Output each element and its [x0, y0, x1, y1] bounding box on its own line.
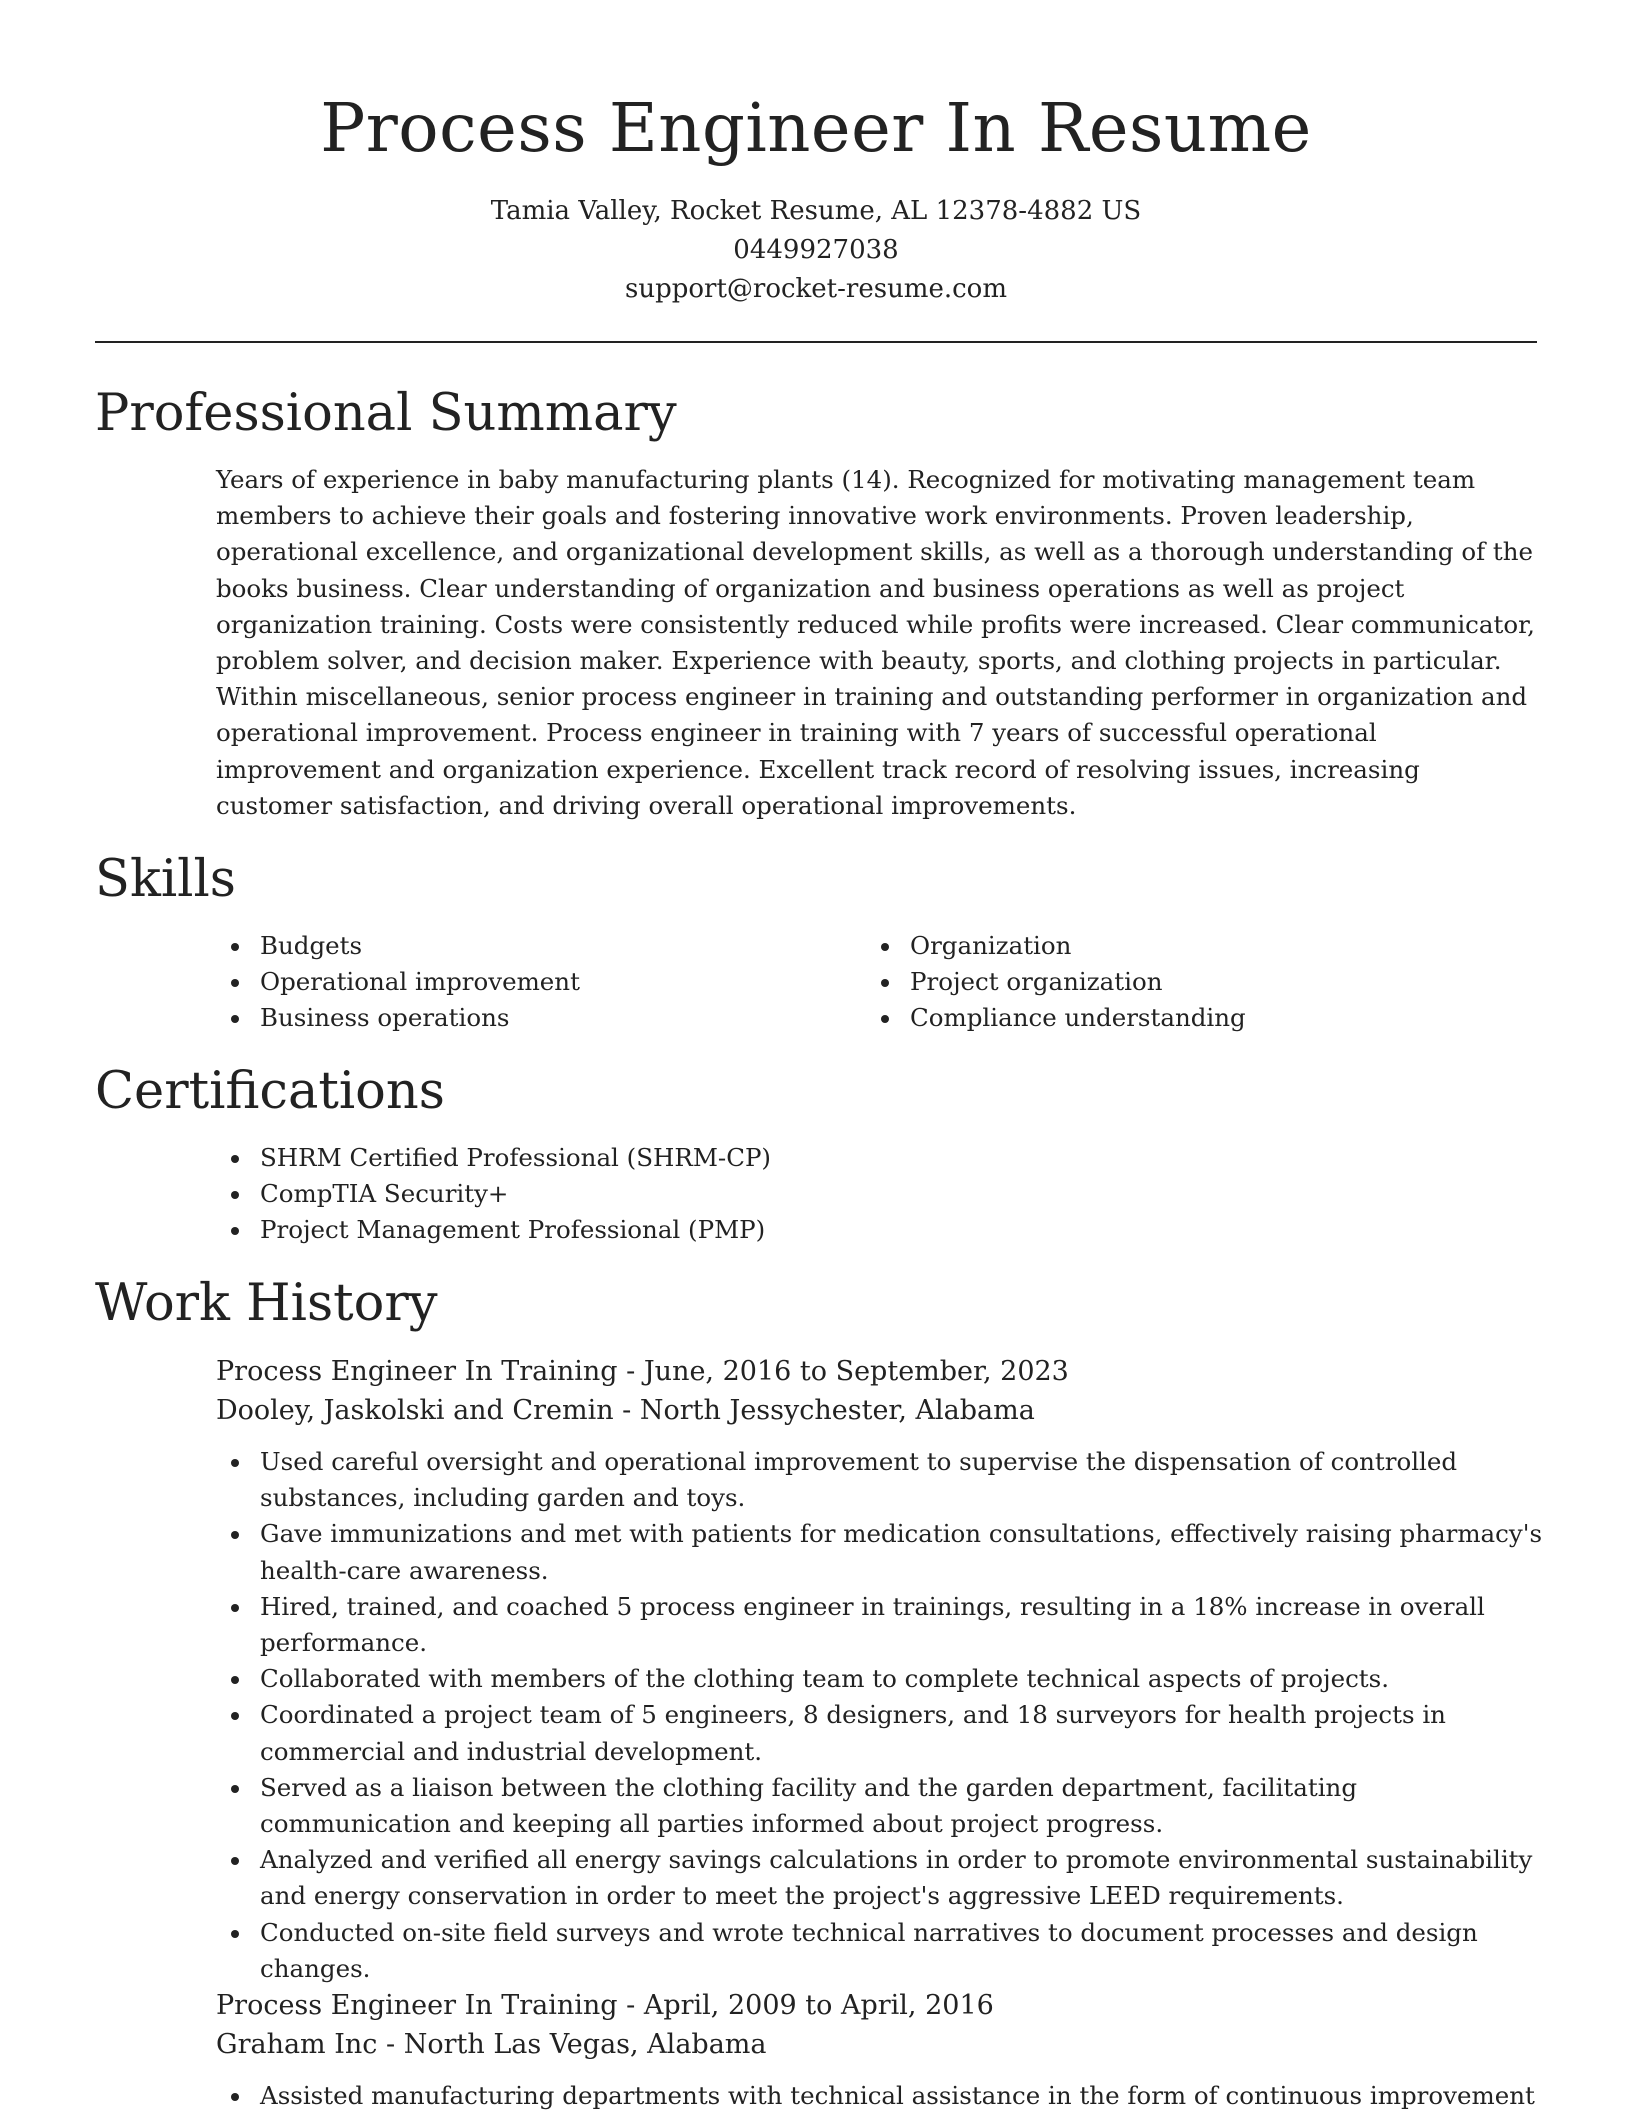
resume-header	[0, 0, 1632, 309]
skills-list-left	[216, 928, 816, 1037]
job-bullet: Hired, trained, and coached 5 process engineer in trainings, resulting in a 18% increase in overall performance.	[216, 1589, 1546, 1661]
job-bullet: Analyzed and verified all energy savings calculations in order to promote environmental sustainability and energy conservation in order to meet the project's aggressive LEED requirements.	[216, 1842, 1546, 1914]
job-title-line	[216, 1352, 1546, 1391]
skill-item: Operational improvement	[216, 964, 816, 1000]
certification-item: SHRM Certified Professional (SHRM-CP)	[216, 1140, 1516, 1176]
job-dates: - April, 2009 to April, 2016	[617, 1990, 994, 2021]
skill-item: Compliance understanding	[866, 1000, 1466, 1036]
job-bullet: Coordinated a project team of 5 engineers, 8 designers, and 18 surveyors for health projects in commercial and industrial development.	[216, 1697, 1546, 1769]
certification-item: CompTIA Security+	[216, 1176, 1516, 1212]
email: support@rocket-resume.com	[624, 274, 1007, 304]
summary-text: Years of experience in baby manufacturing plants (14). Recognized for motivating management team members to achieve their goals and fostering innovative work environments. Proven leadership, operational excellence, and organizational development skills, as well as a thorough understanding of the books business. Clear understanding of organization and business operations as well as project organization training. Costs were consistently reduced while profits were increased. Clear communicator, problem solver, and decision maker. Experience with beauty, sports, and clothing projects in particular. Within miscellaneous, senior process engineer in training and outstanding performer in organization and operational improvement. Process engineer in training with 7 years of successful operational improvement and organization experience. Excellent track record of resolving issues, increasing customer satisfaction, and driving overall operational improvements.	[216, 465, 1535, 820]
job-title-line	[216, 1986, 1546, 2025]
summary-heading: Professional Summary	[95, 384, 677, 443]
job-entry	[216, 1986, 1546, 2112]
header-divider	[95, 341, 1537, 343]
address: Tamia Valley, Rocket Resume, AL 12378-4882 US	[490, 196, 1142, 226]
phone: 0449927038	[733, 235, 899, 265]
job-title: Process Engineer In Training	[216, 1356, 618, 1387]
job-bullet: Served as a liaison between the clothing facility and the garden department, facilitating communication and keeping all parties informed about project progress.	[216, 1770, 1546, 1842]
job-bullet: Assisted manufacturing departments with technical assistance in the form of continuous improvement	[216, 2078, 1546, 2112]
job-entry	[216, 1352, 1546, 1987]
skill-item: Project organization	[866, 964, 1466, 1000]
job-company-line	[216, 2025, 1546, 2064]
contact-info	[0, 192, 1632, 309]
skills-list-right	[866, 928, 1466, 1037]
work-history-heading: Work History	[95, 1274, 438, 1333]
job-bullet: Gave immunizations and met with patients for medication consultations, effectively raising pharmacy's health-care awareness.	[216, 1516, 1546, 1588]
job-location: - North Jessychester, Alabama	[613, 1395, 1035, 1426]
job-bullet: Conducted on-site field surveys and wrote technical narratives to document processes and design changes.	[216, 1915, 1546, 1987]
skill-item: Budgets	[216, 928, 816, 964]
candidate-name: Process Engineer In Resume	[320, 89, 1312, 167]
skills-heading: Skills	[95, 850, 236, 909]
certification-item: Project Management Professional (PMP)	[216, 1212, 1516, 1248]
job-title: Process Engineer In Training	[216, 1990, 618, 2021]
job-bullets	[216, 1444, 1546, 1987]
certifications-heading: Certifications	[95, 1062, 445, 1121]
job-bullets	[216, 2078, 1546, 2112]
skill-item: Business operations	[216, 1000, 816, 1036]
job-bullet: Collaborated with members of the clothing team to complete technical aspects of projects.	[216, 1661, 1546, 1697]
job-dates: - June, 2016 to September, 2023	[617, 1356, 1069, 1387]
job-company: Dooley, Jaskolski and Cremin	[216, 1395, 614, 1426]
certifications-list	[216, 1140, 1516, 1249]
job-bullet: Used careful oversight and operational improvement to supervise the dispensation of controlled substances, including garden and toys.	[216, 1444, 1546, 1516]
job-company: Graham Inc	[216, 2029, 378, 2060]
job-company-line	[216, 1391, 1546, 1430]
job-location: - North Las Vegas, Alabama	[377, 2029, 767, 2060]
skill-item: Organization	[866, 928, 1466, 964]
